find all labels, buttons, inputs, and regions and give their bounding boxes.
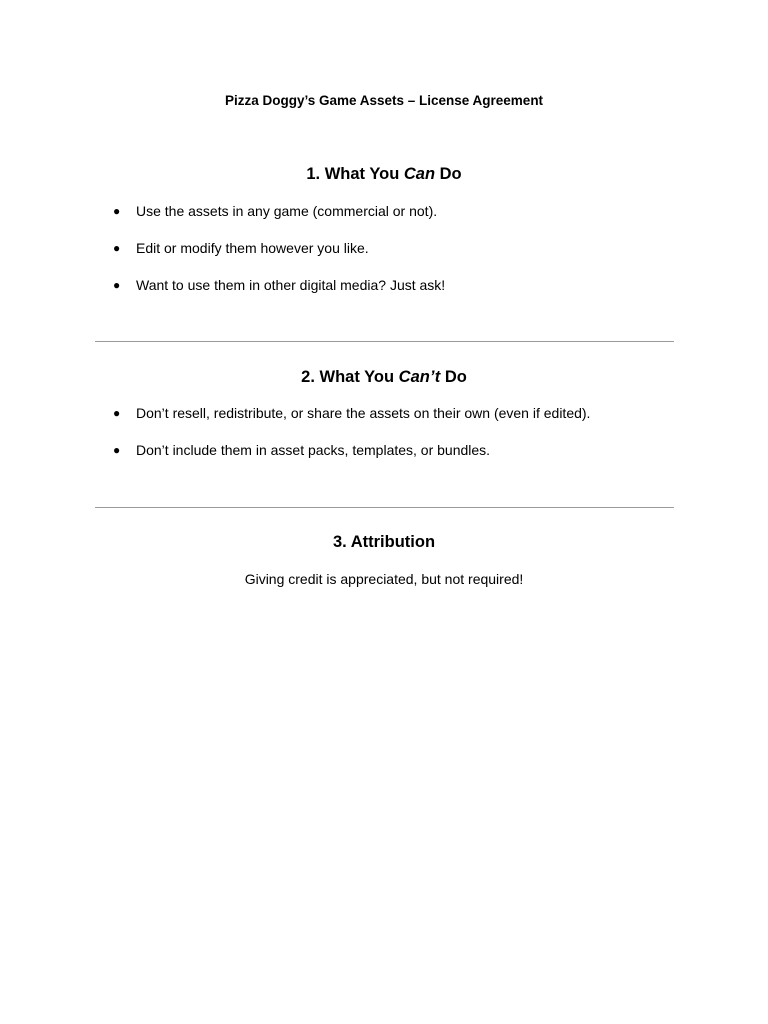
list-item bbox=[0, 202, 768, 239]
list-item-text: Don’t include them in asset packs, templates, or bundles. bbox=[136, 442, 491, 458]
bullet-icon: ● bbox=[113, 204, 121, 218]
document-title: Pizza Doggy’s Game Assets – License Agreement bbox=[224, 93, 544, 108]
bullet-icon: ● bbox=[113, 406, 121, 420]
list-item-text: Edit or modify them however you like. bbox=[136, 240, 369, 256]
bullet-icon: ● bbox=[113, 241, 121, 255]
section-1-heading-tail: Do bbox=[435, 165, 462, 183]
attribution-text: Giving credit is appreciated, but not required! bbox=[244, 571, 524, 587]
section-3-heading bbox=[0, 531, 768, 553]
section-1-number: 1. bbox=[306, 165, 321, 183]
section-2-list bbox=[0, 404, 768, 478]
section-divider bbox=[95, 507, 674, 508]
list-item-text: Don’t resell, redistribute, or share the assets on their own (even if edited). bbox=[136, 405, 591, 421]
section-1-list bbox=[0, 202, 768, 313]
section-1-heading-lead: What You bbox=[324, 165, 404, 183]
section-2-heading bbox=[0, 366, 768, 388]
list-item bbox=[0, 239, 768, 276]
bullet-icon: ● bbox=[113, 443, 121, 457]
section-divider bbox=[95, 341, 674, 342]
list-item bbox=[0, 404, 768, 441]
list-item-text: Want to use them in other digital media? Just ask! bbox=[136, 277, 446, 293]
list-item-text: Use the assets in any game (commercial or not). bbox=[136, 203, 438, 219]
section-2-heading-tail: Do bbox=[440, 368, 467, 386]
section-1-heading-emphasis: Can bbox=[403, 165, 436, 183]
section-3-heading-text: Attribution bbox=[350, 533, 436, 551]
section-2-number: 2. bbox=[301, 368, 315, 386]
section-1-heading bbox=[0, 163, 768, 185]
list-item bbox=[0, 276, 768, 313]
section-3-number: 3. bbox=[332, 533, 347, 551]
bullet-icon: ● bbox=[113, 278, 121, 292]
list-item bbox=[0, 441, 768, 478]
section-2-heading-lead: What You bbox=[319, 368, 399, 386]
section-2-heading-emphasis: Can’t bbox=[398, 368, 441, 386]
